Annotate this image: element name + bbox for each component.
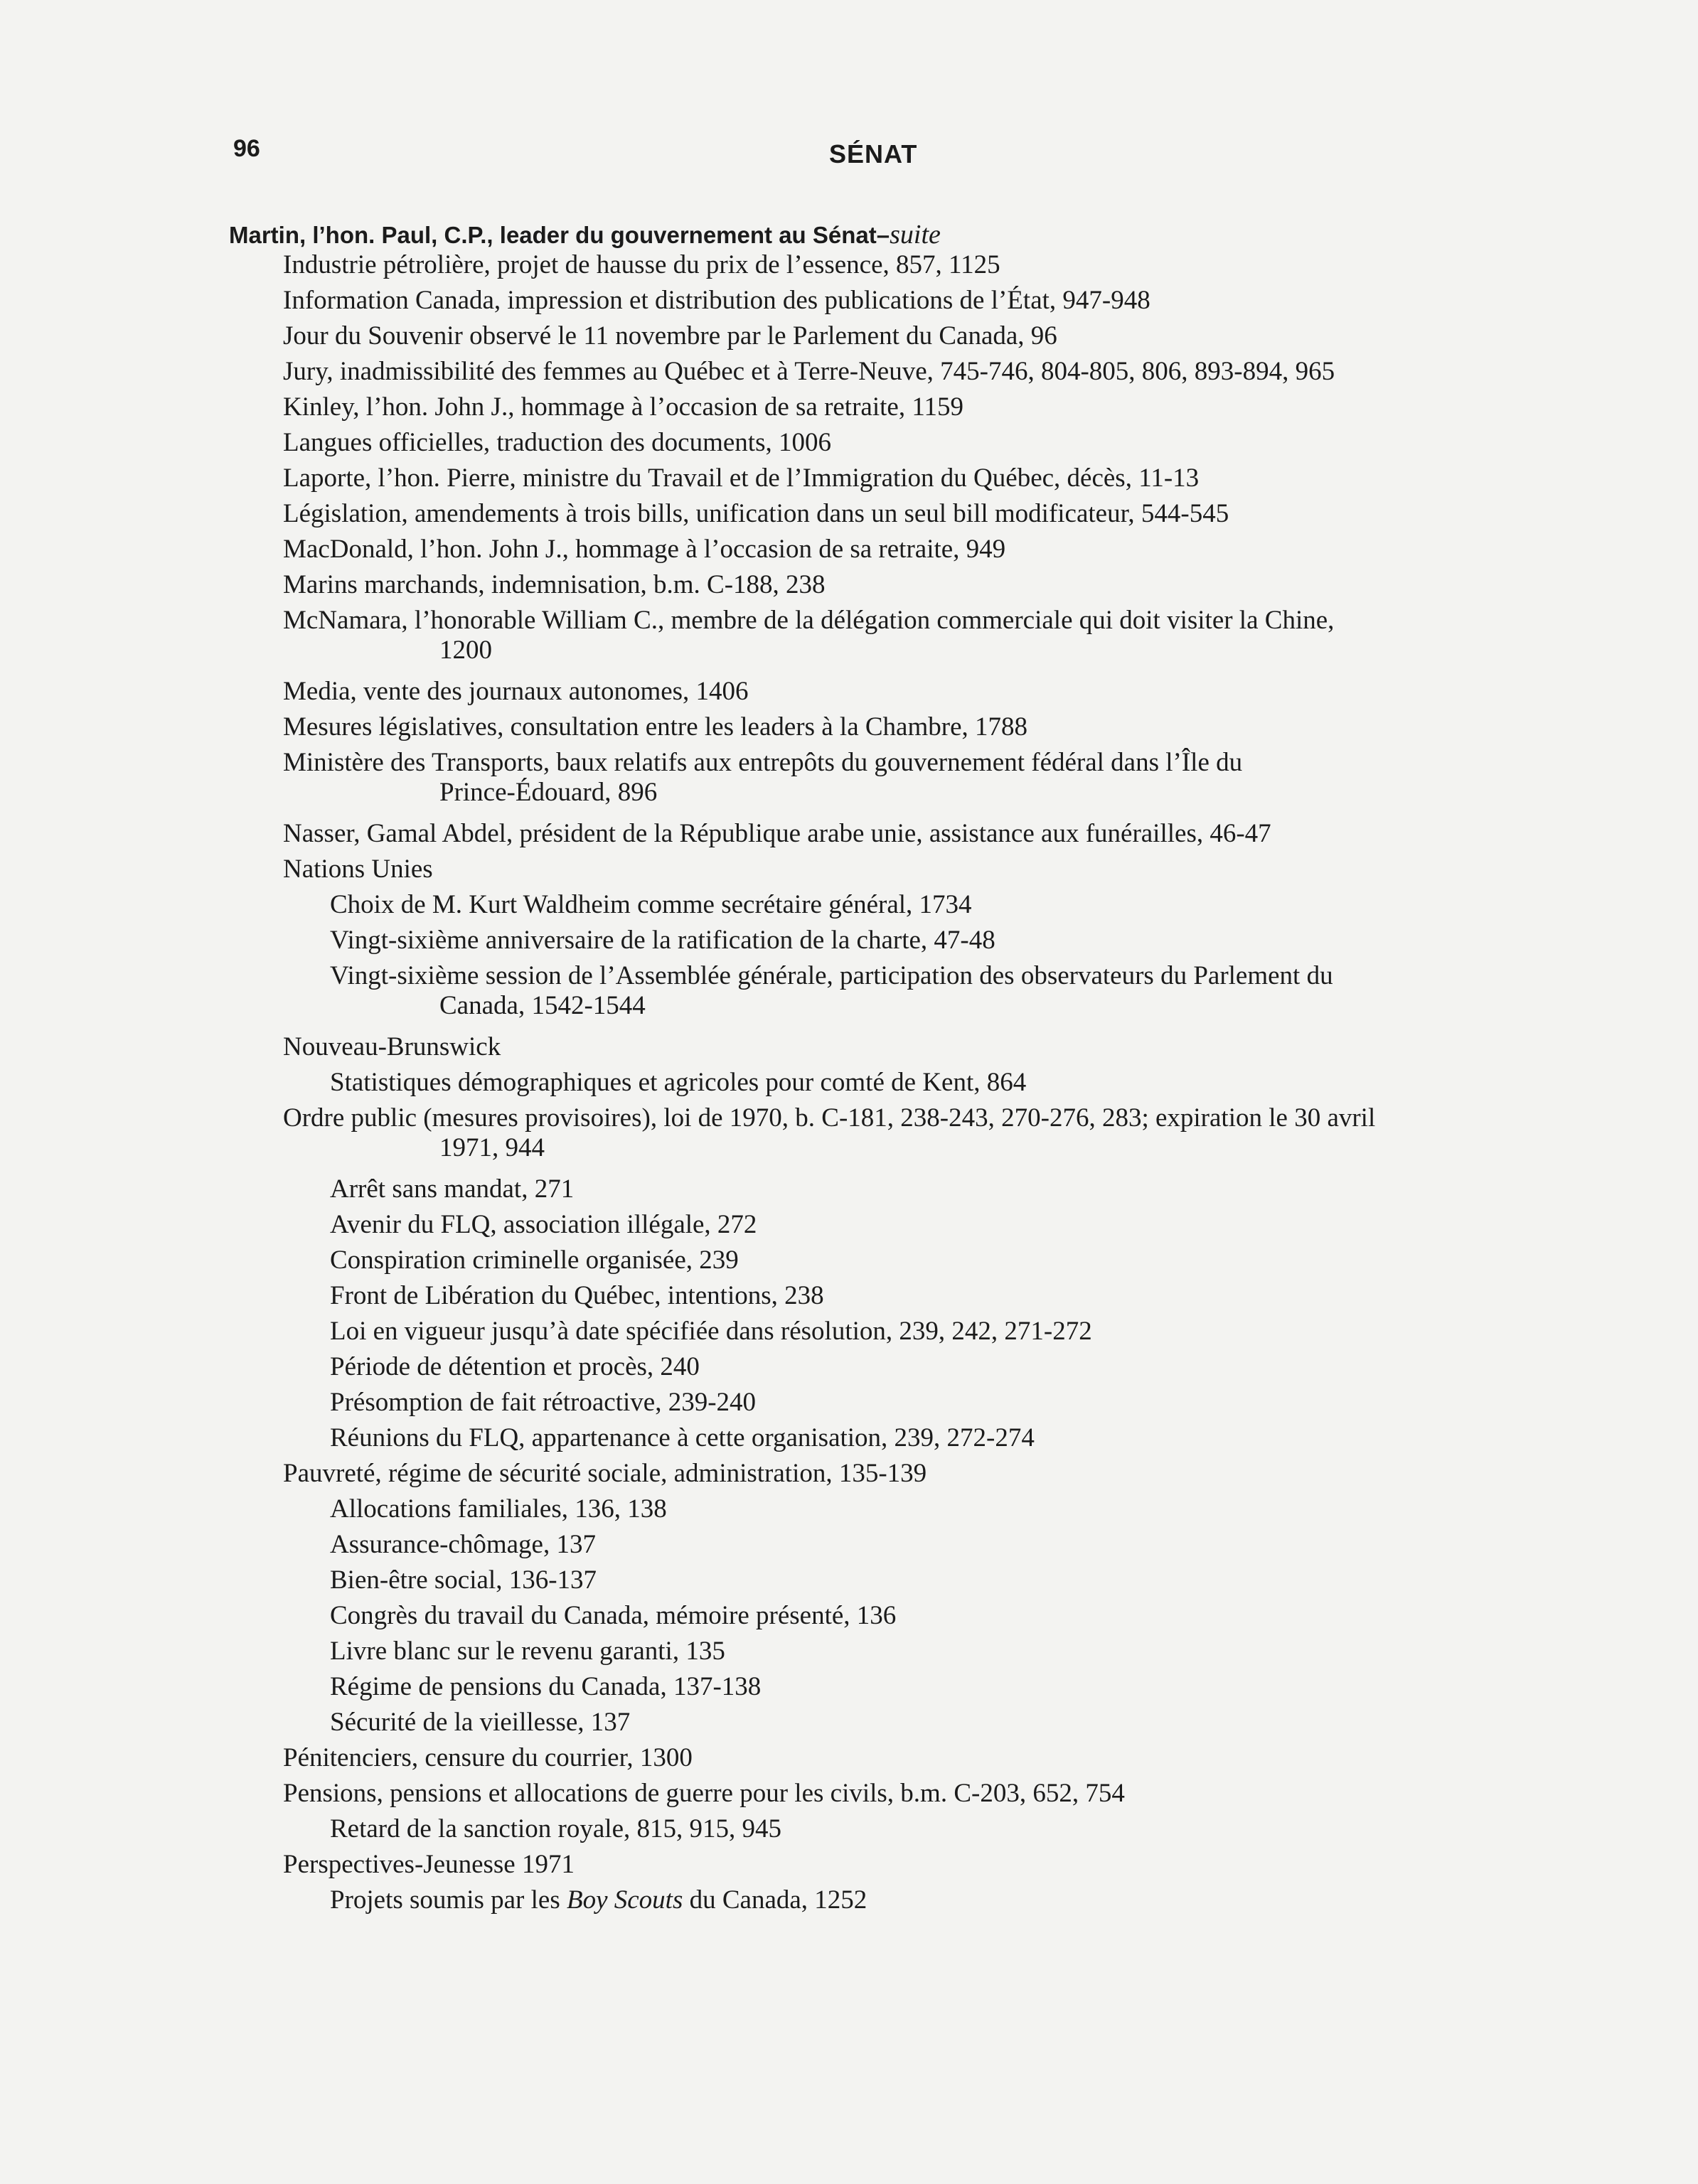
- entry-text: Présomption de fait rétroactive, 239-240: [330, 1388, 757, 1417]
- entry-continuation: 1971, 944: [439, 1133, 545, 1162]
- page-number: 96: [233, 135, 260, 162]
- entry-text: Période de détention et procès, 240: [330, 1352, 700, 1381]
- entry-italic-text: Boy Scouts: [566, 1885, 683, 1915]
- entry-text: Arrêt sans mandat, 271: [330, 1174, 575, 1204]
- index-subentry: [330, 1885, 1520, 1915]
- entry-text: MacDonald, l’hon. John J., hommage à l’occasion de sa retraite, 949: [283, 535, 1006, 564]
- index-entry: [283, 392, 1520, 422]
- index-entry: [283, 535, 1520, 564]
- entry-text: Régime de pensions du Canada, 137-138: [330, 1672, 762, 1701]
- entry-text: Vingt-sixième session de l’Assemblée générale, participation des observateurs du Parlement du: [330, 961, 1333, 990]
- entry-text: Pauvreté, régime de sécurité sociale, administration, 135-139: [283, 1459, 927, 1488]
- index-entry: [283, 464, 1520, 493]
- index-entry: [283, 357, 1520, 387]
- entry-text: Nouveau-Brunswick: [283, 1032, 501, 1061]
- index-entry: [283, 1743, 1520, 1773]
- index-entry: [283, 1459, 1520, 1489]
- entry-text: Sécurité de la vieillesse, 137: [330, 1708, 631, 1737]
- index-heading: [229, 219, 941, 250]
- entry-text: Réunions du FLQ, appartenance à cette organisation, 239, 272-274: [330, 1423, 1035, 1452]
- index-subentry: [330, 1281, 1520, 1311]
- index-subentry: [330, 1601, 1520, 1631]
- entry-text: Choix de M. Kurt Waldheim comme secrétaire général, 1734: [330, 890, 972, 919]
- index-subentry: [330, 1246, 1520, 1275]
- index-entry: [283, 286, 1520, 316]
- entry-text: Assurance-chômage, 137: [330, 1530, 596, 1559]
- index-entry: [283, 1850, 1520, 1880]
- entry-text: Laporte, l’hon. Pierre, ministre du Travail et de l’Immigration du Québec, décès, 11-13: [283, 464, 1200, 493]
- index-subentry: [330, 1210, 1520, 1240]
- index-subentry: [330, 1814, 1520, 1844]
- entry-text: Nations Unies: [283, 855, 433, 884]
- entry-text: Mesures législatives, consultation entre les leaders à la Chambre, 1788: [283, 712, 1028, 742]
- index-entry: [283, 1103, 1520, 1163]
- index-entry: [283, 606, 1520, 665]
- index-subentry: [330, 1317, 1520, 1347]
- entry-text: Projets soumis par les: [330, 1885, 567, 1915]
- entry-continuation: Prince-Édouard, 896: [439, 778, 658, 807]
- entry-text: Pénitenciers, censure du courrier, 1300: [283, 1743, 693, 1772]
- entry-text: Langues officielles, traduction des documents, 1006: [283, 428, 831, 457]
- entry-text: Retard de la sanction royale, 815, 915, 945: [330, 1814, 781, 1843]
- index-subentry: [330, 1494, 1520, 1524]
- entry-text: Vingt-sixième anniversaire de la ratification de la charte, 47-48: [330, 926, 995, 955]
- index-entry: [283, 570, 1520, 600]
- index-entry: [283, 712, 1520, 742]
- heading-suite: suite: [890, 220, 941, 250]
- entry-text: Nasser, Gamal Abdel, président de la République arabe unie, assistance aux funérailles, 46-47: [283, 819, 1271, 848]
- index-subentry: [330, 926, 1520, 956]
- index-subentry: [330, 1530, 1520, 1560]
- index-entry: [283, 1779, 1520, 1809]
- entry-text: Information Canada, impression et distribution des publications de l’État, 947-948: [283, 286, 1150, 315]
- entry-text: Congrès du travail du Canada, mémoire présenté, 136: [330, 1601, 897, 1630]
- index-subentry: [330, 1637, 1520, 1666]
- entry-text-after: du Canada, 1252: [683, 1885, 867, 1915]
- heading-name: Martin, l’hon. Paul, C.P., leader du gouvernement au Sénat–: [229, 222, 890, 248]
- index-subentry: [330, 1708, 1520, 1738]
- entry-text: Jour du Souvenir observé le 11 novembre par le Parlement du Canada, 96: [283, 321, 1057, 350]
- entry-continuation: 1200: [439, 636, 492, 665]
- index-entry: [283, 855, 1520, 884]
- entry-text: Marins marchands, indemnisation, b.m. C-188, 238: [283, 570, 826, 599]
- entry-text: Livre blanc sur le revenu garanti, 135: [330, 1637, 725, 1666]
- index-entry: [283, 748, 1520, 808]
- index-subentry: [330, 1174, 1520, 1204]
- entry-text: McNamara, l’honorable William C., membre de la délégation commerciale qui doit visiter la Chine,: [283, 606, 1335, 635]
- entry-text: Bien-être social, 136-137: [330, 1565, 597, 1595]
- index-subentry: [330, 890, 1520, 920]
- index-entry: [283, 819, 1520, 849]
- entry-text: Législation, amendements à trois bills, unification dans un seul bill modificateur, 544-545: [283, 499, 1229, 528]
- index-subentry: [330, 1565, 1520, 1595]
- entry-continuation: Canada, 1542-1544: [439, 991, 646, 1020]
- entry-text: Media, vente des journaux autonomes, 1406: [283, 677, 749, 706]
- index-entry: [283, 1032, 1520, 1062]
- entry-text: Loi en vigueur jusqu’à date spécifiée dans résolution, 239, 242, 271-272: [330, 1317, 1092, 1346]
- index-subentry: [330, 1423, 1520, 1453]
- index-entry: [283, 499, 1520, 529]
- entry-text: Industrie pétrolière, projet de hausse du prix de l’essence, 857, 1125: [283, 250, 1000, 279]
- index-subentry: [330, 1388, 1520, 1418]
- entry-text: Ministère des Transports, baux relatifs aux entrepôts du gouvernement fédéral dans l’Île du: [283, 748, 1243, 777]
- entry-text: Allocations familiales, 136, 138: [330, 1494, 667, 1524]
- index-subentry: [330, 1352, 1520, 1382]
- entry-text: Statistiques démographiques et agricoles pour comté de Kent, 864: [330, 1068, 1027, 1097]
- index-subentry: [330, 961, 1520, 1021]
- index-entry: [283, 321, 1520, 351]
- entry-text: Jury, inadmissibilité des femmes au Québec et à Terre-Neuve, 745-746, 804-805, 806, 893-894, 965: [283, 357, 1335, 386]
- index-subentry: [330, 1068, 1520, 1098]
- index-subentry: [330, 1672, 1520, 1702]
- running-title: SÉNAT: [829, 139, 918, 168]
- entry-text: Ordre public (mesures provisoires), loi de 1970, b. C-181, 238-243, 270-276, 283; expiration le 30 avril: [283, 1103, 1376, 1133]
- entry-text: Avenir du FLQ, association illégale, 272: [330, 1210, 757, 1239]
- entry-text: Pensions, pensions et allocations de guerre pour les civils, b.m. C-203, 652, 754: [283, 1779, 1125, 1808]
- index-entry: [283, 428, 1520, 458]
- index-entry: [283, 250, 1520, 280]
- index-entry: [283, 677, 1520, 707]
- entry-text: Perspectives-Jeunesse 1971: [283, 1850, 575, 1879]
- entry-text: Kinley, l’hon. John J., hommage à l’occasion de sa retraite, 1159: [283, 392, 963, 422]
- entry-text: Conspiration criminelle organisée, 239: [330, 1246, 739, 1275]
- entry-text: Front de Libération du Québec, intentions, 238: [330, 1281, 824, 1310]
